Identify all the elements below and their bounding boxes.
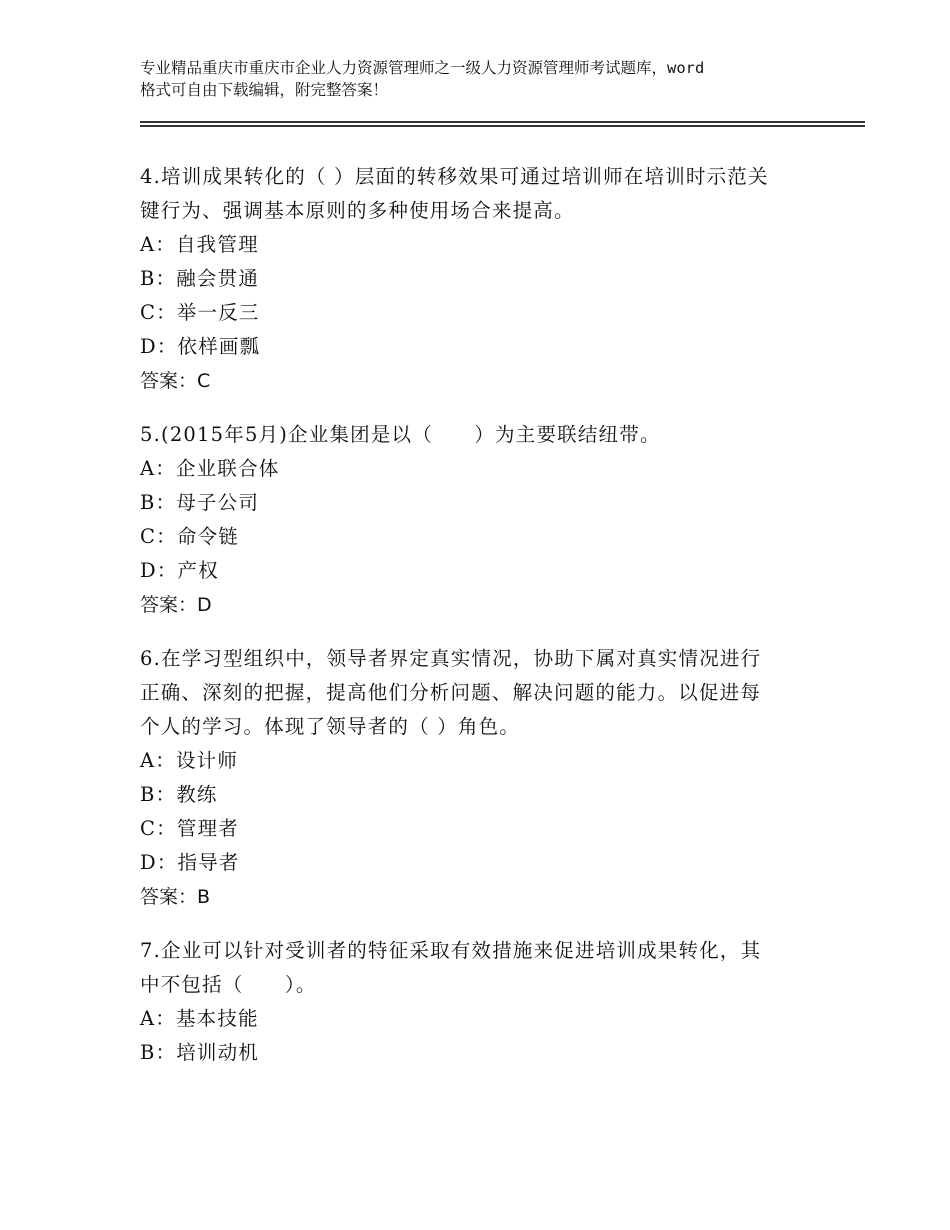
option-b: B：融会贯通 — [140, 267, 260, 290]
question-stem-line: 5.(2015年5月)企业集团是以（ ）为主要联结纽带。 — [140, 423, 661, 446]
option-b: B：培训动机 — [140, 1041, 260, 1064]
answer: 答案：D — [140, 594, 212, 616]
question-4 — [140, 160, 820, 398]
option-d: D：依样画瓢 — [140, 335, 261, 358]
question-list — [140, 160, 820, 1090]
option-a: A：基本技能 — [140, 1007, 259, 1030]
option-c: C：命令链 — [140, 525, 239, 548]
header-divider-top — [140, 121, 865, 123]
option-b: B：教练 — [140, 783, 218, 806]
question-7 — [140, 934, 820, 1070]
header-divider-bottom — [140, 125, 865, 127]
question-stem-line: 键行为、强调基本原则的多种使用场合来提高。 — [140, 199, 575, 222]
option-a: A：自我管理 — [140, 233, 259, 256]
option-c: C：举一反三 — [140, 301, 260, 324]
page-header — [140, 57, 840, 101]
option-d: D：产权 — [140, 559, 219, 582]
option-c: C：管理者 — [140, 817, 239, 840]
option-d: D：指导者 — [140, 851, 240, 874]
question-stem-line: 个人的学习。体现了领导者的（ ）角色。 — [140, 715, 520, 738]
header-line-2: 格式可自由下载编辑，附完整答案！ — [140, 81, 389, 99]
question-stem-line: 4.培训成果转化的（ ）层面的转移效果可通过培训师在培训时示范关 — [140, 165, 769, 188]
question-stem-line: 正确、深刻的把握，提高他们分析问题、解决问题的能力。以促进每 — [140, 681, 762, 704]
answer: 答案：C — [140, 370, 211, 392]
question-stem-line: 7.企业可以针对受训者的特征采取有效措施来促进培训成果转化，其 — [140, 939, 762, 962]
answer: 答案：B — [140, 886, 211, 908]
option-b: B：母子公司 — [140, 491, 260, 514]
option-a: A：企业联合体 — [140, 457, 280, 480]
header-line-1: 专业精品重庆市重庆市企业人力资源管理师之一级人力资源管理师考试题库，word — [140, 59, 705, 77]
question-stem-line: 中不包括（ ）。 — [140, 973, 317, 996]
question-5 — [140, 418, 820, 622]
question-6 — [140, 642, 820, 914]
option-a: A：设计师 — [140, 749, 239, 772]
question-stem-line: 6.在学习型组织中，领导者界定真实情况，协助下属对真实情况进行 — [140, 647, 762, 670]
